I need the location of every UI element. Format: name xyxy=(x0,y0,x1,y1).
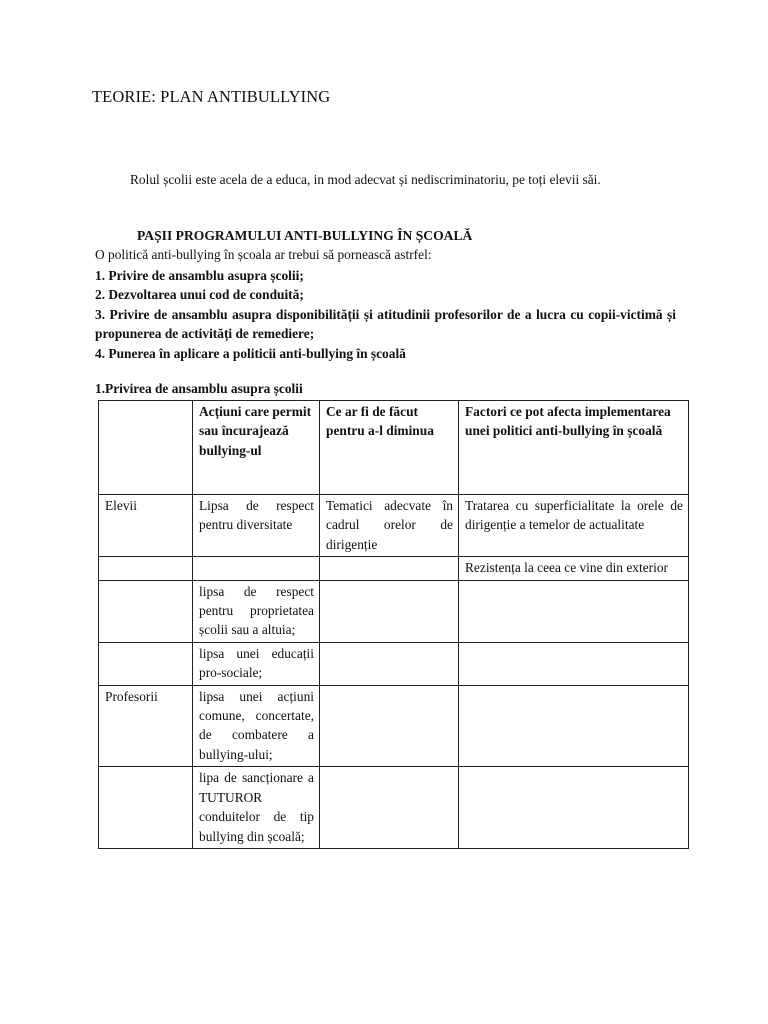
table-row xyxy=(99,557,689,580)
step-item: 4. Punerea în aplicare a politicii anti-bullying în școală xyxy=(95,345,406,361)
lead-paragraph: O politică anti-bullying în școala ar trebui să pornească astrfel: xyxy=(95,247,432,262)
step-item: 3. Privire de ansamblu asupra disponibilității și atitudinii profesorilor de a lucra cu copii-victimă și propunerea de activități de remediere; xyxy=(95,306,676,342)
table-cell: Rezistența la ceea ce vine din exterior xyxy=(459,557,689,580)
intro-paragraph: Rolul școlii este acela de a educa, in mod adecvat și nediscriminatoriu, pe toți elevii săi. xyxy=(130,172,601,187)
table-cell xyxy=(320,767,459,849)
table-cell: Lipsa de respect pentru diversitate xyxy=(193,495,320,557)
table-cell xyxy=(320,685,459,767)
table-cell xyxy=(99,557,193,580)
table-cell xyxy=(99,580,193,642)
table-row xyxy=(99,767,689,849)
step-item: 2. Dezvoltarea unui cod de conduită; xyxy=(95,287,304,303)
page-title: TEORIE: PLAN ANTIBULLYING xyxy=(92,87,331,106)
section-heading: PAȘII PROGRAMULUI ANTI-BULLYING ÎN ȘCOALĂ xyxy=(137,228,473,243)
table-cell xyxy=(459,580,689,642)
header-cell: Acțiuni care permit sau încurajează bullying-ul xyxy=(193,401,320,495)
table-cell xyxy=(320,642,459,685)
table-cell: lipa de sancționare a TUTUROR conduitelor de tip bullying din școală; xyxy=(193,767,320,849)
table-cell xyxy=(99,642,193,685)
overview-table xyxy=(98,400,689,849)
table-cell: Profesorii xyxy=(99,685,193,767)
table-cell: Tratarea cu superficialitate la orele de dirigenție a temelor de actualitate xyxy=(459,495,689,557)
table-row xyxy=(99,685,689,767)
table-cell: lipsa de respect pentru proprietatea școlii sau a altuia; xyxy=(193,580,320,642)
header-cell: Factori ce pot afecta implementarea unei politici anti-bullying în școală xyxy=(459,401,689,495)
table-cell xyxy=(320,557,459,580)
table-cell xyxy=(459,685,689,767)
step-item: 1. Privire de ansamblu asupra școlii; xyxy=(95,268,304,283)
header-cell: Ce ar fi de făcut pentru a-l diminua xyxy=(320,401,459,495)
table-cell xyxy=(99,767,193,849)
steps-list xyxy=(95,266,676,363)
table-row xyxy=(99,495,689,557)
table-row xyxy=(99,642,689,685)
table-cell: Elevii xyxy=(99,495,193,557)
table-cell xyxy=(320,580,459,642)
table-header-row xyxy=(99,401,689,495)
table-cell xyxy=(459,767,689,849)
table-cell: Tematici adecvate în cadrul orelor de dirigenție xyxy=(320,495,459,557)
table-cell xyxy=(459,642,689,685)
table-cell xyxy=(193,557,320,580)
table-row xyxy=(99,580,689,642)
table-cell: lipsa unei educații pro-sociale; xyxy=(193,642,320,685)
table-caption: 1.Privirea de ansamblu asupra școlii xyxy=(95,381,303,396)
header-cell xyxy=(99,401,193,495)
table-cell: lipsa unei acțiuni comune, concertate, de combatere a bullying-ului; xyxy=(193,685,320,767)
